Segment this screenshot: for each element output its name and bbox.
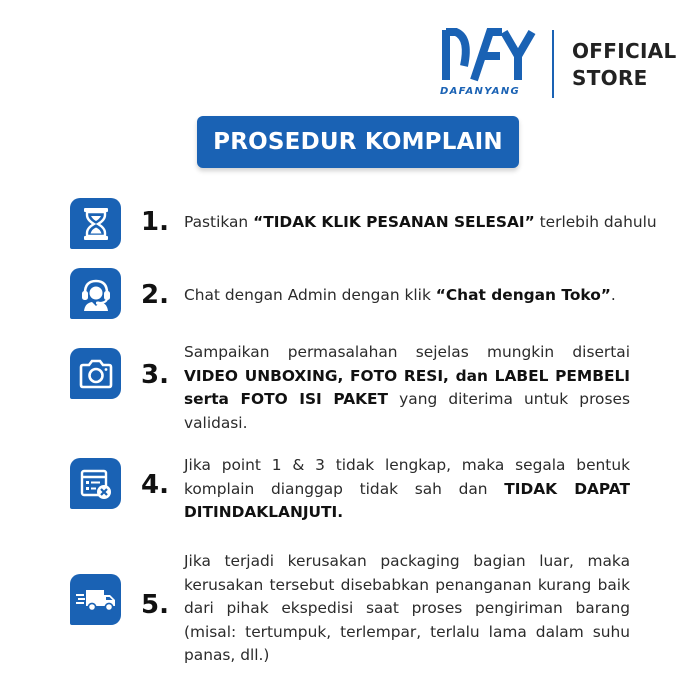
camera-icon bbox=[78, 359, 114, 389]
dafanyang-logo-icon bbox=[440, 26, 540, 84]
invalid-document-icon bbox=[78, 466, 114, 502]
step-3-icon-tile bbox=[70, 348, 121, 399]
store-label: STORE bbox=[572, 66, 648, 90]
step-5-text: Jika terjadi kerusakan packaging bagian luar, maka kerusakan tersebut disebabkan penanganan kurang baik dari pihak ekspedisi saat proses pengiriman barang (misal: tertumpuk, terlempar, terlalu lama dalam suhu panas, dll.) bbox=[184, 552, 630, 664]
brand-logo bbox=[440, 26, 540, 102]
page-title: PROSEDUR KOMPLAIN bbox=[213, 129, 503, 155]
brand-divider bbox=[552, 30, 554, 98]
hourglass-icon bbox=[81, 207, 111, 241]
step-2-number: 2. bbox=[141, 280, 169, 310]
official-label: OFFICIAL bbox=[572, 39, 677, 63]
step-2-icon-tile bbox=[70, 268, 121, 319]
step-4-text: Jika point 1 & 3 tidak lengkap, maka segala bentuk komplain dianggap tidak sah dan TIDAK DAPAT DITINDAKLANJUTI. bbox=[184, 456, 631, 521]
step-5-number: 5. bbox=[141, 590, 169, 620]
step-1-number: 1. bbox=[141, 207, 169, 237]
official-store-badge bbox=[572, 38, 677, 92]
delivery-truck-icon bbox=[75, 586, 117, 614]
brand-name: DAFANYANG bbox=[440, 86, 520, 97]
step-2-text: Chat dengan Admin dengan klik “Chat dengan Toko”. bbox=[184, 286, 616, 304]
customer-service-headset-icon bbox=[78, 276, 114, 312]
step-4-number: 4. bbox=[141, 470, 169, 500]
title-banner bbox=[197, 116, 519, 168]
step-1-text: Pastikan “TIDAK KLIK PESANAN SELESAI” terlebih dahulu bbox=[184, 213, 657, 231]
step-3-number: 3. bbox=[141, 360, 169, 390]
step-4-icon-tile bbox=[70, 458, 121, 509]
step-5-icon-tile bbox=[70, 574, 121, 625]
step-1-icon-tile bbox=[70, 198, 121, 249]
step-3-text: Sampaikan permasalahan sejelas mungkin disertai VIDEO UNBOXING, FOTO RESI, dan LABEL PEMBELI serta FOTO ISI PAKET yang diterima untuk proses validasi. bbox=[184, 343, 630, 432]
